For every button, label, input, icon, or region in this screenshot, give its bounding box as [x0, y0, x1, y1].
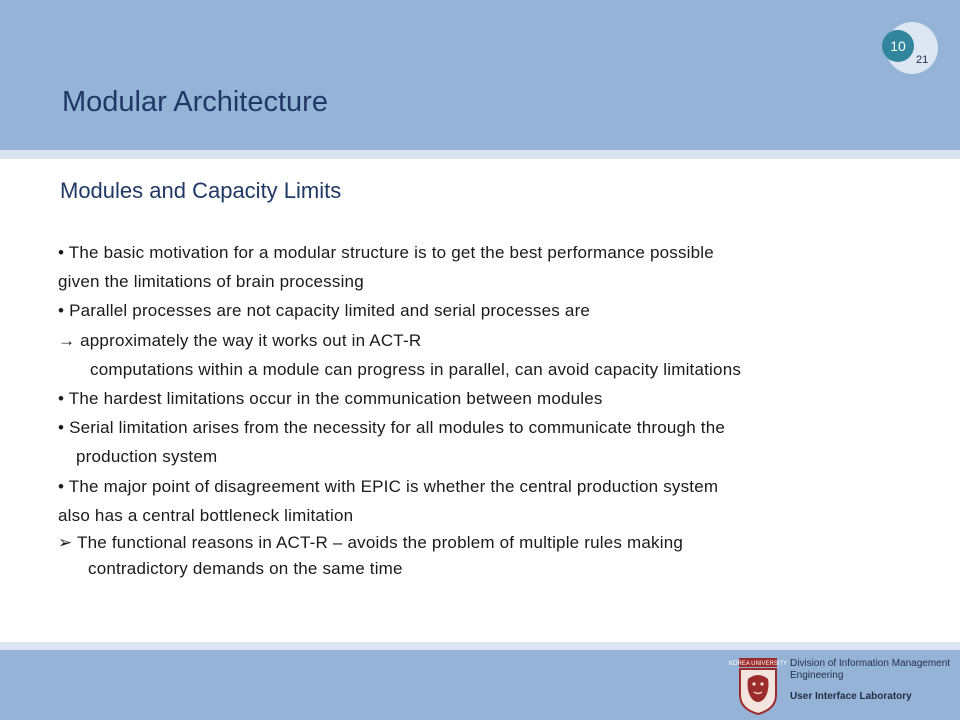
body-line: • The major point of disagreement with EPIC is whether the central production system — [58, 476, 719, 496]
page-number-current: 10 — [882, 30, 914, 62]
body-line: • The hardest limitations occur in the communication between modules — [58, 388, 603, 408]
slide-subtitle: Modules and Capacity Limits — [60, 178, 342, 203]
body-line: • Parallel processes are not capacity limited and serial processes are — [58, 301, 591, 321]
footer-lab: User Interface Laboratory — [790, 691, 912, 702]
body-line: → approximately the way it works out in ACT-R — [58, 330, 422, 350]
body-line: also has a central bottleneck limitation — [58, 505, 354, 525]
emblem-text: KOREA UNIVERSITY — [728, 661, 788, 667]
body-line: computations within a module can progress in parallel, can avoid capacity limitations — [90, 359, 742, 379]
page-number-total: 21 — [916, 54, 929, 66]
body-line: ➢ The functional reasons in ACT-R – avoids the problem of multiple rules making — [58, 532, 684, 552]
body-line: contradictory demands on the same time — [88, 558, 403, 578]
body-line: production system — [76, 447, 218, 467]
slide-title: Modular Architecture — [62, 86, 328, 118]
header-band — [0, 0, 960, 152]
body-line: given the limitations of brain processing — [58, 272, 364, 292]
body-line: • The basic motivation for a modular structure is to get the best performance possible — [58, 243, 714, 262]
footer-division: Division of Information Management Engineering — [790, 658, 951, 681]
university-emblem-icon — [728, 657, 788, 715]
slide-body — [58, 238, 908, 582]
header-divider — [0, 150, 960, 159]
footer-text — [790, 658, 955, 703]
body-line: • Serial limitation arises from the necessity for all modules to communicate through the — [58, 418, 726, 438]
